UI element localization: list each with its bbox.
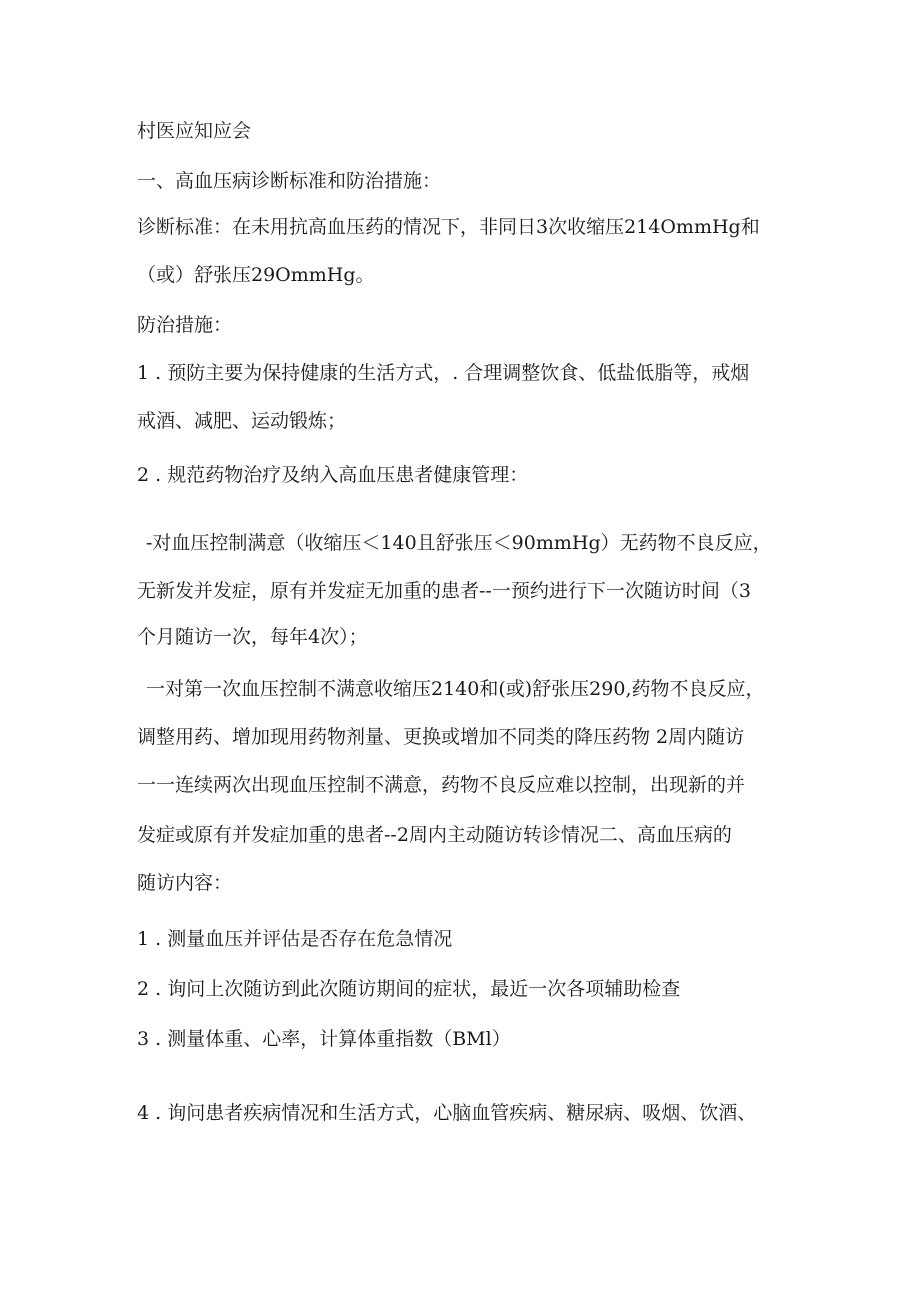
prevention-item-1-line-1: 1 . 预防主要为保持健康的生活方式，. 合理调整饮食、低盐低脂等，戒烟 (137, 362, 750, 384)
followup-item-2: 2 . 询问上次随访到此次随访期间的症状，最近一次各项辅助检查 (137, 978, 681, 1000)
diagnosis-line-1: 诊断标准：在未用抗高血压药的情况下，非同日3次收缩压214OmmHg和 (137, 216, 760, 238)
controlled-paragraph-line-3: 个月随访一次，每年4次）； (137, 626, 368, 648)
followup-item-3: 3 . 测量体重、心率，计算体重指数（BMl） (137, 1028, 511, 1050)
uncontrolled-paragraph-line-5: 随访内容： (137, 872, 233, 894)
followup-item-1: 1 . 测量血压并评估是否存在危急情况 (137, 928, 453, 950)
prevention-item-1-line-2: 戒酒、减肥、运动锻炼； (137, 410, 347, 432)
uncontrolled-paragraph-line-1: 一对第一次血压控制不满意收缩压2140和(或)舒张压290,药物不良反应， (146, 678, 765, 700)
diagnosis-line-2: （或）舒张压29OmmHg。 (137, 264, 375, 286)
followup-item-4: 4 . 询问患者疾病情况和生活方式，心脑血管疾病、糖尿病、吸烟、饮酒、 (137, 1102, 757, 1124)
uncontrolled-paragraph-line-3: 一一连续两次出现血压控制不满意，药物不良反应难以控制，出现新的并 (137, 774, 746, 796)
section-heading-1: 一、高血压病诊断标准和防治措施： (137, 170, 442, 192)
prevention-item-2: 2 . 规范药物治疗及纳入高血压患者健康管理： (137, 464, 529, 486)
controlled-paragraph-line-1: -对血压控制满意（收缩压＜140且舒张压＜90mmHg）无药物不良反应， (146, 532, 772, 554)
controlled-paragraph-line-2: 无新发并发症，原有并发症无加重的患者--一预约进行下一次随访时间（3 (137, 580, 751, 602)
uncontrolled-paragraph-line-2: 调整用药、增加现用药物剂量、更换或增加不同类的降压药物 2周内随访 (137, 726, 745, 748)
document-title: 村医应知应会 (137, 120, 252, 142)
prevention-label: 防治措施： (137, 314, 233, 336)
uncontrolled-paragraph-line-4: 发症或原有并发症加重的患者--2周内主动随访转诊情况二、高血压病的 (137, 824, 732, 846)
